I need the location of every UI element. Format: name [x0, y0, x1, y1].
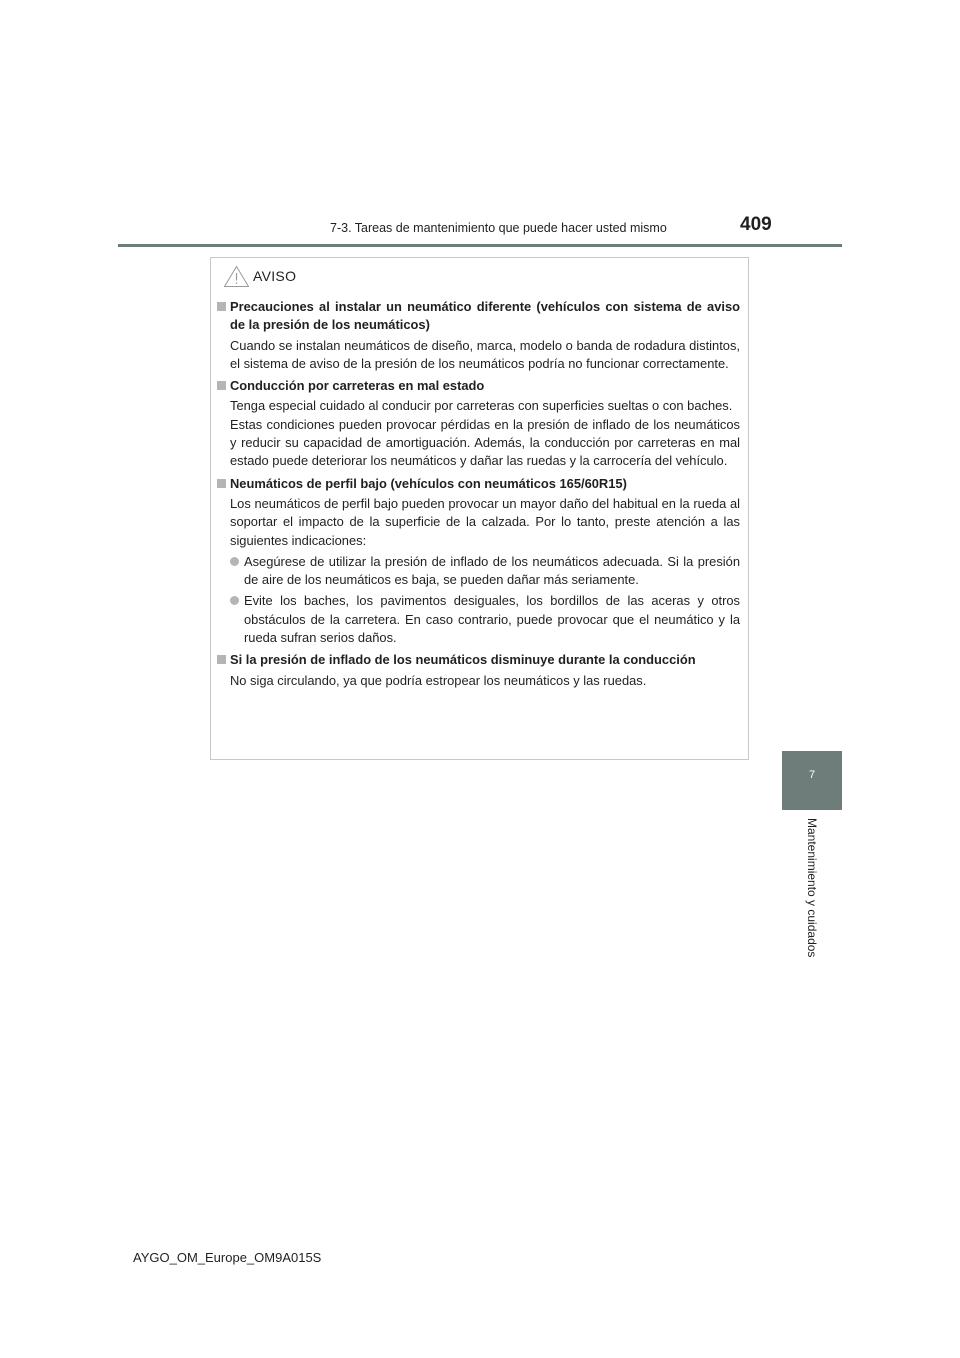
bullet-item: Evite los baches, los pavimentos desiguales, los bordillos de las aceras y otros obstáculos de la carretera. En caso contrario, puede provocar que el neumático y la rueda sufran serios daños.: [216, 592, 740, 647]
item-paragraph: Los neumáticos de perfil bajo pueden provocar un mayor daño del habitual en la rueda al soportar el impacto de la superficie de la calzada. Por lo tanto, preste atención a las siguientes indicaciones:: [230, 495, 740, 548]
warning-title: AVISO: [253, 268, 297, 284]
item-heading: Neumáticos de perfil bajo (vehículos con neumáticos 165/60R15): [216, 475, 740, 493]
section-title: 7-3. Tareas de mantenimiento que puede hacer usted mismo: [330, 221, 667, 235]
square-bullet-icon: [217, 655, 226, 664]
document-code: AYGO_OM_Europe_OM9A015S: [133, 1250, 322, 1265]
warning-item: [216, 377, 740, 470]
chapter-title: Mantenimiento y cuidados: [805, 818, 819, 958]
header-divider: [118, 244, 842, 247]
square-bullet-icon: [217, 479, 226, 488]
warning-header: [223, 264, 296, 288]
item-heading: Si la presión de inflado de los neumáticos disminuye durante la conducción: [216, 651, 740, 669]
warning-item: [216, 651, 740, 690]
warning-content: [216, 298, 740, 694]
bullet-item: Asegúrese de utilizar la presión de inflado de los neumáticos adecuada. Si la presión de aire de los neumáticos es baja, se pueden dañar más seriamente.: [216, 553, 740, 590]
chapter-number: 7: [808, 769, 816, 781]
item-heading: Precauciones al instalar un neumático diferente (vehículos con sistema de aviso de la presión de los neumáticos): [216, 298, 740, 335]
round-bullet-icon: [230, 596, 239, 605]
warning-item: [216, 298, 740, 373]
warning-box: [210, 257, 749, 760]
item-paragraph: Cuando se instalan neumáticos de diseño, marca, modelo o banda de rodadura distintos, el sistema de aviso de la presión de los neumáticos podría no funcionar correctamente.: [230, 337, 740, 371]
round-bullet-icon: [230, 557, 239, 566]
item-paragraph: No siga circulando, ya que podría estropear los neumáticos y las ruedas.: [230, 672, 647, 688]
square-bullet-icon: [217, 302, 226, 311]
page-number: 409: [740, 214, 772, 235]
item-heading: Conducción por carreteras en mal estado: [216, 377, 740, 395]
warning-item: [216, 475, 740, 648]
chapter-tab: [782, 751, 842, 810]
item-paragraph: Estas condiciones pueden provocar pérdidas en la presión de inflado de los neumáticos y reducir su capacidad de amortiguación. Además, la conducción por carreteras en mal estado puede deteriorar los neumáticos y dañar las ruedas y la carrocería del vehículo.: [230, 416, 740, 469]
square-bullet-icon: [217, 381, 226, 390]
item-paragraph: Tenga especial cuidado al conducir por carreteras con superficies sueltas o con baches.: [230, 398, 733, 414]
warning-triangle-icon: [223, 265, 250, 288]
